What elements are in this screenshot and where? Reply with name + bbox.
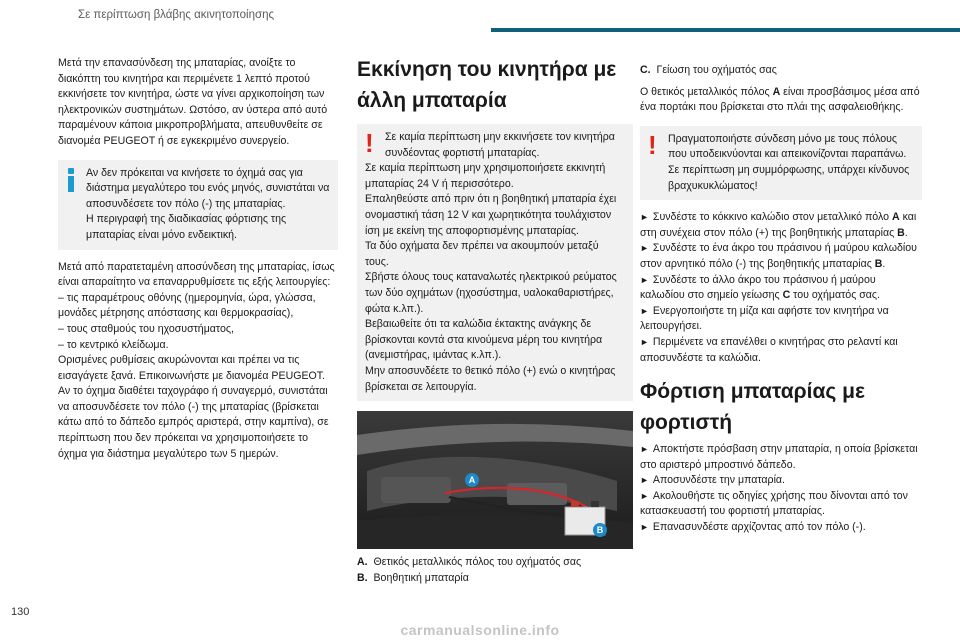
instruction-step: ► Αποκτήστε πρόσβαση στην μπαταρία, η οποία βρίσκεται στο αριστερό μπροστινό δάπεδο. (640, 443, 918, 471)
arrow-icon: ► (640, 444, 649, 455)
paragraph: Αν το όχημα διαθέτει ταχογράφο ή συναγερμό, συνιστάται να αποσυνδέσετε τον πόλο (-) της μπαταρίας (βρίσκεται κάτω από το δάπεδο εμπρός αριστερά, στην καμπίνα), σε περίπτωση που δεν πρόκειται να χρησιμοποιήσετε το όχημα για διάστημα μεγαλύτερο των 5 ημερών. (58, 385, 329, 460)
list-item: – τους σταθμούς του ηχοσυστήματος, (58, 322, 234, 335)
section-heading: Φόρτιση μπαταρίας με φορτιστή (640, 380, 865, 435)
legend-item: C. Γείωση του οχήματός σας (640, 64, 777, 76)
warning-text: Μην αποσυνδέετε το θετικό πόλο (+) ενώ ο κινητήρας βρίσκεται σε λειτουργία. (365, 364, 616, 393)
paragraph: Ορισμένες ρυθμίσεις ακυρώνονται και πρέπει να τις εισαγάγετε ξανά. Επικοινωνήστε με διανομέα PEUGEOT. (58, 354, 326, 382)
page-number: 130 (11, 606, 30, 618)
arrow-icon: ► (640, 243, 649, 254)
info-text: Η περιγραφή της διαδικασίας φόρτισης της μπαταρίας είναι μόνο ενδεικτική. (86, 213, 287, 241)
paragraph: Μετά την επανασύνδεση της μπαταρίας, ανοίξτε το διακόπτη του κινητήρα και περιμένετε 1 λεπτό προτού εκκινήσετε τον κινητήρα, ώστε να γίνει αρχικοποίηση των ηλεκτρονικών συστημάτων. Ωστόσο, αν ύστερα από αυτό παραμένουν κάποια μικροπροβλήματα, απευθυνθείτε σε διανομέα PEUGEOT ή σε εγκεκριμένο συνεργείο. (58, 57, 328, 147)
warning-icon: ! (648, 129, 657, 160)
paragraph: Ο θετικός μεταλλικός πόλος A είναι προσβάσιμος μέσα από ένα πορτάκι που βρίσκεται στο πλάι της ασφαλειοθήκης. (640, 85, 920, 114)
warning-box (640, 126, 922, 200)
watermark: carmanualsonline.info (400, 622, 560, 638)
legend-item: B. Βοηθητική μπαταρία (357, 571, 469, 584)
arrow-icon: ► (640, 490, 649, 501)
instruction-step: ► Συνδέστε το άλλο άκρο του πράσινου ή μαύρου καλωδίου στο σημείο γείωσης C του οχήματός σας. (640, 273, 880, 302)
instruction-step: ► Επανασυνδέστε αρχίζοντας από τον πόλο (-). (640, 521, 866, 534)
warning-text: Επαληθεύστε από πριν ότι η βοηθητική μπαταρία έχει ονομαστική τάση 12 V και χωρητικότητα τουλάχιστον ίση με εκείνη της αποφορτισμένης μπαταρίας. (365, 193, 617, 237)
paragraph: Μετά από παρατεταμένη αποσύνδεση της μπαταρίας, ίσως είναι απαραίτητο να επαναρρυθμίσετε τις εξής λειτουργίες: (58, 260, 335, 289)
arrow-icon: ► (640, 475, 649, 486)
callout-badge-b: B (593, 523, 607, 537)
warning-text: Σε καμία περίπτωση μην εκκινήσετε τον κινητήρα συνδέοντας φορτιστή μπαταρίας. (385, 131, 615, 159)
arrow-icon: ► (640, 305, 649, 316)
header-accent-bar (491, 28, 960, 32)
instruction-step: ► Συνδέστε το ένα άκρο του πράσινου ή μαύρου καλωδίου στον αρνητικό πόλο (-) της βοηθητικής μπαταρίας B. (640, 242, 917, 270)
column-middle (357, 54, 633, 586)
warning-text: Πραγματοποιήστε σύνδεση μόνο με τους πόλους που υποδεικνύονται και απεικονίζονται παραπάνω. Σε περίπτωση μη συμμόρφωσης, υπάρχει κίνδυνος βραχυκυκλώματος! (668, 132, 910, 192)
list-item: – το κεντρικό κλείδωμα. (58, 338, 169, 351)
warning-text: Σβήστε όλους τους καταναλωτές ηλεκτρικού ρεύματος των δύο οχημάτων (ηχοσύστημα, υαλοκαθαριστήρες, φώτα κ.λπ.). (365, 271, 617, 315)
info-box (58, 160, 338, 250)
arrow-icon: ► (640, 522, 649, 533)
page-header-title: Σε περίπτωση βλάβης ακινητοποίησης (78, 9, 275, 21)
info-text: Αν δεν πρόκειται να κινήσετε το όχημά σας για διάστημα μεγαλύτερο του ενός μηνός, συνιστάται να αποσυνδέσετε τον πόλο (-) της μπαταρίας. (86, 166, 330, 210)
warning-icon: ! (365, 128, 374, 158)
callout-badge-a: A (465, 473, 479, 487)
instruction-step: ► Ακολουθήστε τις οδηγίες χρήσης που δίνονται από τον κατασκευαστή του φορτιστή μπαταρίας. (640, 489, 908, 518)
warning-box (357, 124, 633, 401)
arrow-icon: ► (640, 274, 649, 285)
warning-text: Σε καμία περίπτωση μην χρησιμοποιήσετε εκκινητή μπαταρίας 24 V ή περισσότερο. (365, 162, 606, 190)
warning-text: Τα δύο οχήματα δεν πρέπει να ακουμπούν μεταξύ τους. (365, 240, 599, 268)
legend-item: A. Θετικός μεταλλικός πόλος του οχήματός σας (357, 556, 582, 569)
instruction-step: ► Περιμένετε να επανέλθει ο κινητήρας στο ρελαντί και αποσυνδέστε τα καλώδια. (640, 335, 898, 364)
instruction-step: ► Αποσυνδέστε την μπαταρία. (640, 474, 785, 487)
column-left (58, 56, 338, 462)
instruction-step: ► Συνδέστε το κόκκινο καλώδιο στον μεταλλικό πόλο A και στη συνέχεια στον πόλο (+) της βοηθητικής μπαταρίας B. (640, 211, 917, 239)
info-icon (66, 168, 78, 190)
column-right (640, 63, 922, 536)
instruction-step: ► Ενεργοποιήστε τη μίζα και αφήστε τον κινητήρα να λειτουργήσει. (640, 304, 889, 333)
section-heading: Εκκίνηση του κινητήρα με άλλη μπαταρία (357, 58, 617, 112)
arrow-icon: ► (640, 336, 649, 347)
engine-bay-photo (357, 411, 633, 549)
warning-text: Βεβαιωθείτε ότι τα καλώδια έκτακτης ανάγκης δε βρίσκονται κοντά στα κινούμενα μέρη του κινητήρα (ανεμιστήρας, ιμάντας κ.λπ.). (365, 318, 603, 362)
list-item: – τις παραμέτρους οθόνης (ημερομηνία, ώρα, γλώσσα, μονάδες μέτρησης απόστασης και θερμοκρασίας), (58, 291, 316, 320)
figure-legend (357, 555, 633, 586)
arrow-icon: ► (640, 212, 649, 223)
